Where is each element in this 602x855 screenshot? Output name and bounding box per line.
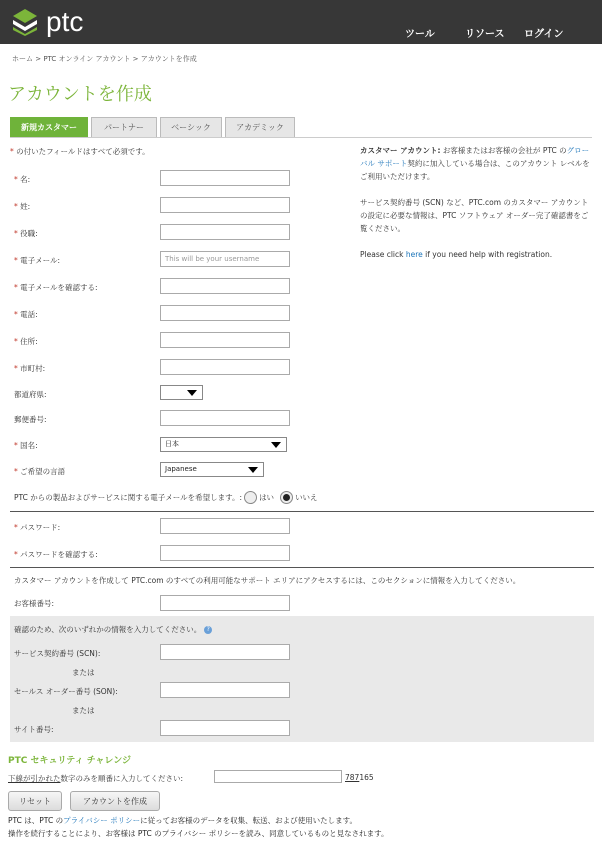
email-preference: PTC からの製品およびサービスに関する電子メールを希望します。: はい いいえ [14, 493, 318, 502]
language-select[interactable]: Japanese [160, 462, 264, 477]
security-code: 787165 [345, 773, 374, 782]
site-header [0, 0, 602, 44]
security-prompt: 下線が引かれた数字のみを順番に入力してください: [8, 774, 184, 783]
email-input[interactable]: This will be your username [160, 251, 290, 267]
site-number-label: サイト番号: [14, 725, 54, 734]
or-text: または [72, 706, 95, 715]
brand-name: ptc [46, 6, 84, 37]
radio-no[interactable] [280, 491, 293, 504]
info-icon[interactable]: ? [204, 626, 212, 634]
site-number-input[interactable] [160, 720, 290, 736]
chevron-down-icon [187, 390, 197, 396]
customer-section-intro: カスタマー アカウントを作成して PTC.com のすべての利用可能なサポート エリアにアクセスするには、このセクションに情報を入力してください。 [14, 576, 521, 585]
prefecture-select[interactable] [160, 385, 203, 400]
tab-basic[interactable]: ベーシック [160, 117, 222, 137]
create-account-button[interactable]: アカウントを作成 [70, 791, 160, 811]
customer-number-input[interactable] [160, 595, 290, 611]
ptc-logo-icon [10, 7, 40, 37]
postal-label: 郵便番号: [14, 415, 47, 424]
privacy-policy-link[interactable]: プライバシー ポリシー [63, 816, 141, 825]
sidebar-para-1: カスタマー アカウント: お客様またはお客様の会社が PTC のグローバル サポート契約に加入している場合は、このアカウント レベルをご利用いただけます。 [360, 146, 590, 181]
scn-label: サービス契約番号 (SCN): [14, 649, 101, 658]
country-label: * 国名: [14, 441, 38, 450]
or-text: または [72, 668, 95, 677]
language-label: * ご希望の言語 [14, 467, 66, 476]
verify-note: 確認のため、次のいずれかの情報を入力してください。 ? [14, 624, 212, 635]
global-support-link[interactable]: グローバル サポート [360, 146, 590, 168]
job-title-input[interactable] [160, 224, 290, 240]
email-confirm-label: * 電子メールを確認する: [14, 283, 98, 292]
address-input[interactable] [160, 332, 290, 348]
nav-resources[interactable]: リソース [465, 29, 505, 40]
country-select[interactable]: 日本 [160, 437, 287, 452]
son-input[interactable] [160, 682, 290, 698]
last-name-input[interactable] [160, 197, 290, 213]
last-name-label: * 姓: [14, 202, 31, 211]
tab-divider [10, 137, 592, 138]
reset-button[interactable]: リセット [8, 791, 62, 811]
chevron-down-icon [248, 467, 258, 473]
son-label: セールス オーダー番号 (SON): [14, 687, 118, 696]
security-input[interactable] [214, 770, 342, 783]
sidebar-para-2: サービス契約番号 (SCN) など、PTC.com のカスタマー アカウントの設定に必要な情報は、PTC ソフトウェア オーダー完了確認書をご覧ください。 [360, 198, 589, 233]
password-label: * パスワード: [14, 523, 61, 532]
divider [10, 511, 594, 512]
customer-number-label: お客様番号: [14, 599, 55, 608]
city-label: * 市町村: [14, 364, 46, 373]
sidebar-para-3: Please click here if you need help with registration. [360, 250, 553, 259]
first-name-input[interactable] [160, 170, 290, 186]
privacy-line-1: PTC は、PTC のプライバシー ポリシーに従ってお客様のデータを収集、転送、および使用いたします。 [8, 816, 357, 825]
tab-academic[interactable]: アカデミック [225, 117, 295, 137]
privacy-line-2: 操作を続行することにより、お客様は PTC のプライバシー ポリシーを読み、同意しているものと見なされます。 [8, 829, 389, 838]
postal-input[interactable] [160, 410, 290, 426]
scn-input[interactable] [160, 644, 290, 660]
page-title: アカウントを作成 [8, 84, 152, 105]
radio-yes[interactable] [244, 491, 257, 504]
city-input[interactable] [160, 359, 290, 375]
tab-partner[interactable]: パートナー [91, 117, 157, 137]
prefecture-label: 都道府県: [14, 390, 47, 399]
job-title-label: * 役職: [14, 229, 38, 238]
ptc-logo[interactable] [10, 4, 83, 40]
password-input[interactable] [160, 518, 290, 534]
phone-input[interactable] [160, 305, 290, 321]
phone-label: * 電話: [14, 310, 38, 319]
first-name-label: * 名: [14, 175, 31, 184]
security-title: PTC セキュリティ チャレンジ [8, 756, 131, 766]
required-note: * の付いたフィールドはすべて必須です。 [10, 147, 150, 156]
password-confirm-label: * パスワードを確認する: [14, 550, 98, 559]
tab-new-customer[interactable]: 新規カスタマー [10, 117, 88, 137]
email-confirm-input[interactable] [160, 278, 290, 294]
nav-tools[interactable]: ツール [405, 29, 435, 40]
password-confirm-input[interactable] [160, 545, 290, 561]
divider [10, 567, 594, 568]
email-label: * 電子メール: [14, 256, 61, 265]
sidebar-info [360, 144, 594, 261]
chevron-down-icon [271, 442, 281, 448]
address-label: * 住所: [14, 337, 38, 346]
nav-login[interactable]: ログイン [524, 29, 564, 40]
help-link[interactable]: here [405, 250, 423, 259]
breadcrumb[interactable]: ホーム > PTC オンライン アカウント > アカウントを作成 [12, 55, 197, 63]
